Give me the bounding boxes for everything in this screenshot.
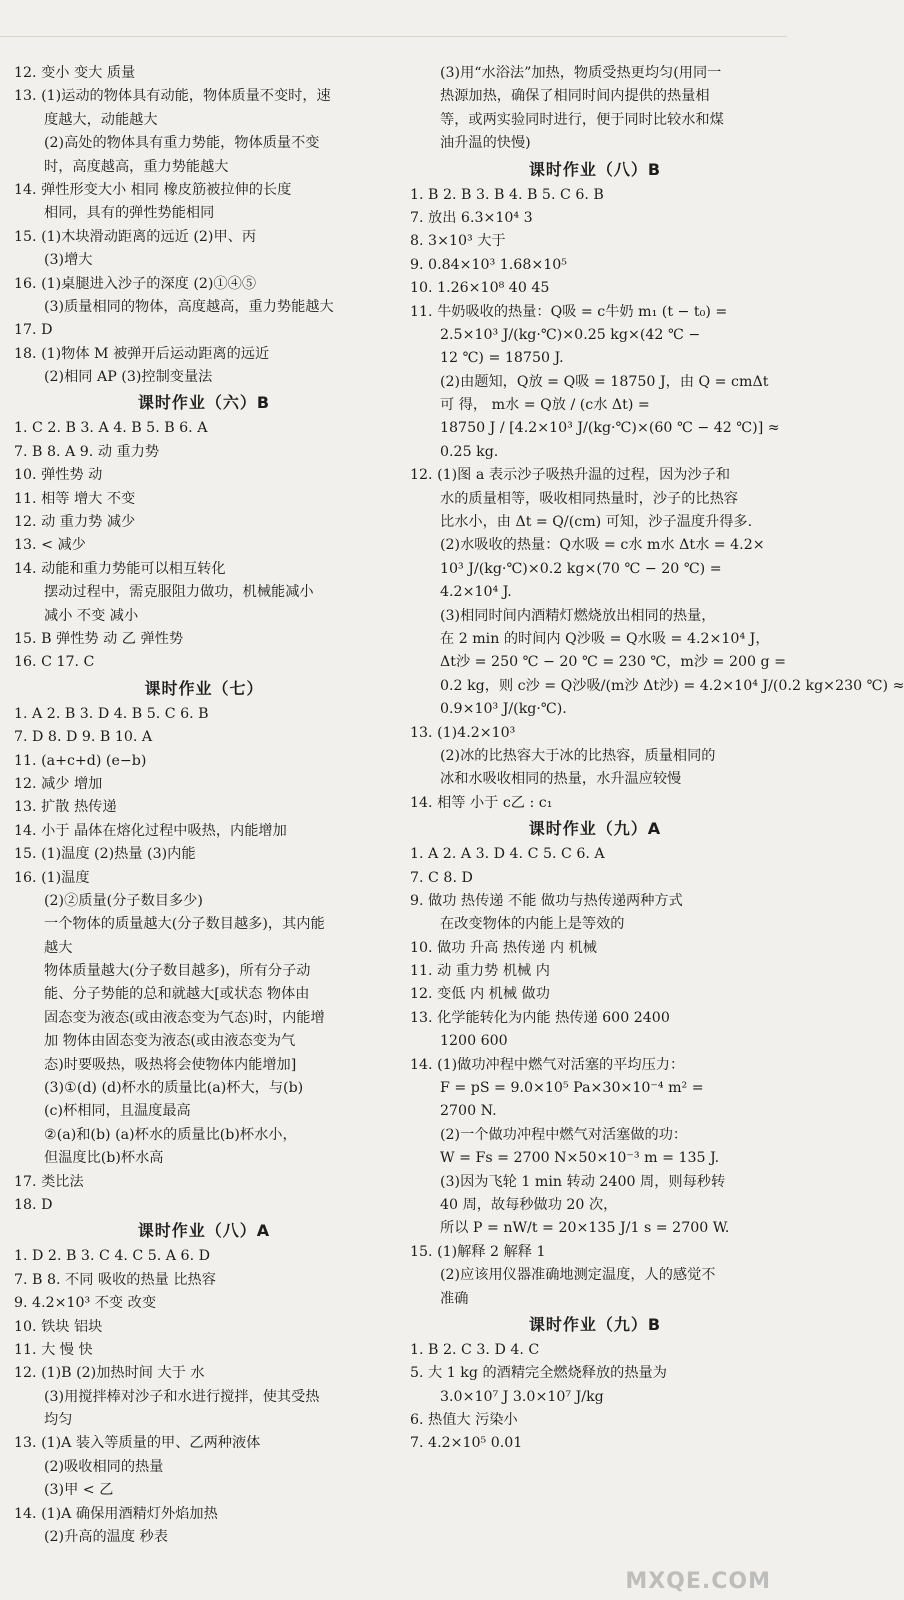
answer-line: (3)①(d) (d)杯水的质量比(a)杯大，与(b)	[44, 1080, 304, 1097]
answer-line: 固态变为液态(或由液态变为气态)时，内能增	[44, 1009, 325, 1026]
answer-line: 态)时要吸热，吸热将会使物体内能增加]	[44, 1056, 297, 1073]
answer-line: 9. 做功 热传递 不能 做功与热传递两种方式	[410, 892, 683, 909]
answer-line: 可 得， m水 = Q放 / (c水 Δt) =	[440, 397, 650, 414]
answer-line: 12. 变低 内 机械 做功	[410, 986, 550, 1003]
answer-line: 10. 铁块 铝块	[14, 1318, 103, 1335]
answer-line: 12. (1)图 a 表示沙子吸热升温的过程，因为沙子和	[410, 467, 731, 484]
answer-line: ②(a)和(b) (a)杯水的质量比(b)杯水小，	[44, 1126, 297, 1143]
answer-line: (2)相同 AP (3)控制变量法	[44, 369, 213, 386]
answer-line: 12. 减少 增加	[14, 775, 103, 792]
answer-line: 11. 动 重力势 机械 内	[410, 963, 550, 980]
answer-line: 4.2×10⁴ J.	[440, 584, 512, 601]
answer-line: 11. 大 慢 快	[14, 1341, 93, 1358]
answer-line: 13. (1)4.2×10³	[410, 724, 516, 741]
right-column	[410, 62, 904, 1456]
answer-line: 18750 J / [4.2×10³ J/(kg·℃)×(60 ℃ − 42 ℃)] ≈	[440, 420, 780, 437]
answer-line: Δt沙 = 250 ℃ − 20 ℃ = 230 ℃，m沙 = 200 g =	[440, 654, 787, 671]
answer-line: 7. 放出 6.3×10⁴ 3	[410, 209, 533, 226]
answer-line: 9. 0.84×10³ 1.68×10⁵	[410, 256, 567, 273]
answer-line: 15. (1)解释 2 解释 1	[410, 1243, 546, 1260]
answer-line: (c)杯相同，且温度最高	[44, 1103, 191, 1120]
answer-line: (3)用“水浴法”加热，物质受热更均匀(用同一	[440, 65, 722, 81]
answer-line: 11. 相等 增大 不变	[14, 490, 136, 507]
answer-line: (2)吸收相同的热量	[44, 1458, 164, 1475]
answer-line: 摆动过程中，需克服阻力做功，机械能减小	[44, 584, 314, 601]
answer-line: 7. 4.2×10⁵ 0.01	[410, 1435, 523, 1452]
answer-line: 8. 3×10³ 大于	[410, 233, 506, 250]
answer-line: (3)增大	[44, 252, 93, 269]
section-heading: 课时作业（六）B	[137, 393, 271, 413]
answer-line: 0.25 kg.	[440, 443, 499, 460]
answer-line: 7. C 8. D	[410, 869, 473, 886]
answer-line: 12 ℃) = 18750 J.	[440, 350, 564, 367]
answer-line: 18. D	[14, 1196, 53, 1213]
answer-line: 2.5×10³ J/(kg·℃)×0.25 kg×(42 ℃ −	[440, 326, 701, 343]
answer-line: 时，高度越高，重力势能越大	[44, 158, 229, 175]
answer-line: 冰和水吸收相同的热量，水升温应较慢	[440, 771, 682, 788]
section-heading: 课时作业（九）B	[528, 1314, 662, 1334]
answer-line: 加 物体由固态变为液态(或由液态变为气	[44, 1033, 296, 1050]
answer-line: 6. 热值大 污染小	[410, 1412, 518, 1429]
answer-line: 13. (1)A 装入等质量的甲、乙两种液体	[14, 1435, 261, 1452]
answer-line: (3)质量相同的物体，高度越高，重力势能越大	[44, 298, 334, 315]
answer-line: 13. (1)运动的物体具有动能，物体质量不变时，速	[14, 88, 331, 105]
answer-line: 等，或两实验同时进行，便于同时比较水和煤	[440, 111, 724, 128]
section-heading: 课时作业（八）B	[528, 159, 662, 179]
answer-line: 15. B 弹性势 动 乙 弹性势	[14, 630, 184, 647]
answer-line: 所以 P = nW/t = 20×135 J/1 s = 2700 W.	[440, 1220, 730, 1237]
answer-line: 0.9×10³ J/(kg·℃).	[440, 701, 567, 718]
answer-line: (2)冰的比热容大于冰的比热容，质量相同的	[440, 747, 716, 764]
answer-line: 13. 化学能转化为内能 热传递 600 2400	[410, 1009, 670, 1026]
answer-line: 11. (a+c+d) (e−b)	[14, 752, 147, 769]
answer-line: (2)②质量(分子数目多少)	[44, 892, 203, 909]
answer-line: 5. 大 1 kg 的酒精完全燃烧释放的热量为	[410, 1365, 667, 1382]
answer-line: 准确	[440, 1290, 469, 1307]
answer-line: 1. B 2. C 3. D 4. C	[410, 1341, 540, 1358]
answer-line: 15. (1)温度 (2)热量 (3)内能	[14, 846, 196, 863]
answer-line: 物体质量越大(分子数目越多)，所有分子动	[44, 963, 311, 980]
answer-line: (2)升高的温度 秒表	[44, 1529, 168, 1546]
answer-line: 1200 600	[440, 1033, 508, 1050]
answer-line: 1. D 2. B 3. C 4. C 5. A 6. D	[14, 1248, 210, 1265]
watermark-text: MXQE.COM	[625, 1569, 771, 1594]
answer-line: 16. (1)温度	[14, 869, 90, 886]
answer-line: 3.0×10⁷ J 3.0×10⁷ J/kg	[440, 1388, 604, 1405]
answer-line: 12. (1)B (2)加热时间 大于 水	[14, 1365, 205, 1382]
answer-line: 水的质量相等，吸收相同热量时，沙子的比热容	[440, 490, 738, 507]
answer-line: 1. A 2. A 3. D 4. C 5. C 6. A	[410, 846, 605, 863]
answer-line: 1. A 2. B 3. D 4. B 5. C 6. B	[14, 705, 209, 722]
answer-line: 10. 1.26×10⁸ 40 45	[410, 280, 550, 297]
answer-line: 14. 小于 晶体在熔化过程中吸热，内能增加	[14, 822, 287, 839]
answer-line: 油升温的快慢)	[440, 135, 531, 152]
answer-line: 17. 类比法	[14, 1173, 84, 1190]
answer-line: 一个物体的质量越大(分子数目越多)，其内能	[44, 916, 325, 933]
answer-line: (3)甲 < 乙	[44, 1482, 114, 1499]
answer-line: (3)因为飞轮 1 min 转动 2400 周，则每秒转	[440, 1173, 726, 1190]
answer-line: (2)水吸收的热量：Q水吸 = c水 m水 Δt水 = 4.2×	[440, 537, 765, 554]
answer-line: 1. C 2. B 3. A 4. B 5. B 6. A	[14, 420, 208, 437]
answer-line: 度越大，动能越大	[44, 111, 158, 128]
answer-line: 16. C 17. C	[14, 654, 95, 671]
answer-line: 在 2 min 的时间内 Q沙吸 = Q水吸 = 4.2×10⁴ J，	[440, 630, 770, 647]
answer-line: 相同，具有的弹性势能相同	[44, 205, 215, 222]
answer-line: 14. 动能和重力势能可以相互转化	[14, 560, 226, 577]
answer-line: 40 周，故每秒做功 20 次，	[440, 1196, 618, 1213]
answer-line: 7. B 8. 不同 吸收的热量 比热容	[14, 1271, 216, 1288]
answer-line: 12. 变小 变大 质量	[14, 65, 136, 81]
answer-line: 18. (1)物体 M 被弹开后运动距离的远近	[14, 345, 270, 362]
answer-line: 在改变物体的内能上是等效的	[440, 916, 625, 933]
answer-line: 17. D	[14, 322, 53, 339]
answer-line: 10³ J/(kg·℃)×0.2 kg×(70 ℃ − 20 ℃) =	[440, 560, 722, 577]
answer-line: 12. 动 重力势 减少	[14, 514, 136, 531]
answer-line: (3)用搅拌棒对沙子和水进行搅拌，使其受热	[44, 1388, 320, 1405]
answer-line: 11. 牛奶吸收的热量：Q吸 = c牛奶 m₁ (t − t₀) =	[410, 303, 728, 320]
answer-line: 14. (1)做功冲程中燃气对活塞的平均压力：	[410, 1056, 685, 1073]
answer-line: (2)由题知，Q放 = Q吸 = 18750 J，由 Q = cmΔt	[440, 373, 769, 390]
answer-line: 但温度比(b)杯水高	[44, 1150, 164, 1167]
answer-line: 热源加热，确保了相同时间内提供的热量相	[440, 88, 710, 105]
answer-line: 比水小，由 Δt = Q/(cm) 可知，沙子温度升得多.	[440, 514, 753, 531]
answer-line: 越大	[44, 939, 73, 956]
answer-line: 0.2 kg，则 c沙 = Q沙吸/(m沙 Δt沙) = 4.2×10⁴ J/(0.2 kg×230 ℃) ≈	[440, 677, 904, 694]
answer-line: F = pS = 9.0×10⁵ Pa×30×10⁻⁴ m² =	[440, 1080, 704, 1097]
answer-line: 14. (1)A 确保用酒精灯外焰加热	[14, 1505, 218, 1522]
left-column	[14, 62, 394, 1549]
answer-line: 9. 4.2×10³ 不变 改变	[14, 1295, 157, 1312]
answer-line: 能、分子势能的总和就越大[或状态 物体由	[44, 986, 310, 1003]
answer-line: 减小 不变 减小	[44, 607, 139, 624]
answer-line: 14. 相等 小于 c乙 : c₁	[410, 794, 553, 811]
answer-line: (2)应该用仪器准确地测定温度，人的感觉不	[440, 1267, 716, 1284]
answer-line: 7. D 8. D 9. B 10. A	[14, 729, 153, 746]
section-heading: 课时作业（九）A	[528, 819, 662, 839]
answer-line: 7. B 8. A 9. 动 重力势	[14, 443, 160, 460]
answer-line: (3)相同时间内酒精灯燃烧放出相同的热量，	[440, 607, 716, 624]
answer-line: (2)一个做功冲程中燃气对活塞做的功：	[440, 1126, 688, 1143]
section-heading: 课时作业（八）A	[137, 1221, 271, 1241]
answer-line: 2700 N.	[440, 1103, 497, 1120]
top-divider	[0, 36, 787, 37]
answer-line: 10. 做功 升高 热传递 内 机械	[410, 939, 597, 956]
answer-line: 13. 扩散 热传递	[14, 799, 117, 816]
answer-line: W = Fs = 2700 N×50×10⁻³ m = 135 J.	[440, 1150, 720, 1167]
answer-line: 14. 弹性形变大小 相同 橡皮筋被拉伸的长度	[14, 181, 292, 198]
section-heading: 课时作业（七）	[144, 678, 264, 698]
answer-line: 15. (1)木块滑动距离的远近 (2)甲、丙	[14, 228, 257, 245]
answer-line: 均匀	[44, 1412, 73, 1429]
answer-line: 1. B 2. B 3. B 4. B 5. C 6. B	[410, 186, 604, 203]
answer-line: (2)高处的物体具有重力势能，物体质量不变	[44, 135, 320, 152]
answer-line: 13. < 减少	[14, 537, 86, 554]
answer-line: 16. (1)桌腿进入沙子的深度 (2)①④⑤	[14, 275, 257, 292]
answer-line: 10. 弹性势 动	[14, 467, 103, 484]
